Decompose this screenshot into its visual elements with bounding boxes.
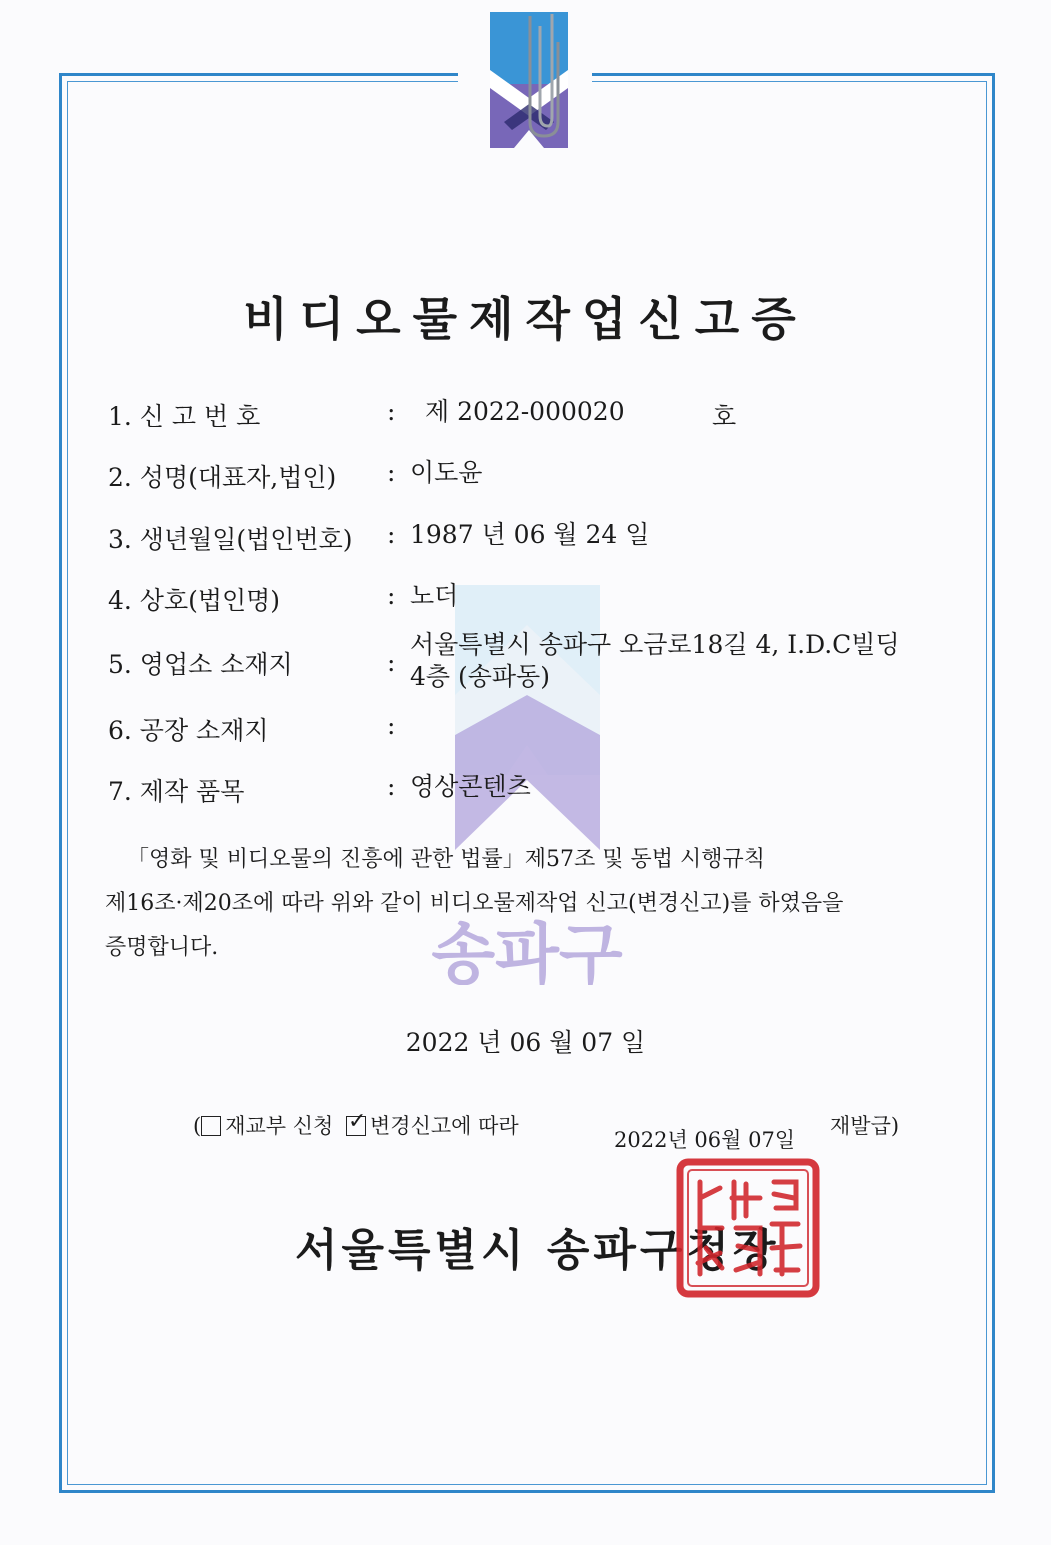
issue-date: 2022 년 06 월 07 일 (405, 1028, 646, 1057)
field-label-name: 2. 성명(대표자,법인) (108, 463, 337, 492)
field-value-name: 이도윤 (410, 458, 483, 487)
change-report-option-label: 변경신고에 따라 (370, 1114, 519, 1138)
songpa-emblem-icon (490, 12, 568, 148)
field-label-business-name: 4. 상호(법인명) (108, 586, 281, 615)
checkbox-icon (346, 1109, 367, 1136)
field-value-office-address-line2: 4층 (송파동) (410, 662, 550, 691)
field-label-registration-number: 1. 신 고 번 호 (108, 402, 261, 431)
field-label-birthdate: 3. 생년월일(법인번호) (108, 525, 353, 554)
checkbox-icon (201, 1116, 221, 1136)
reissue-tail: 재발급) (830, 1114, 900, 1138)
watermark-text: 송파구 (431, 916, 623, 985)
field-colon: : (387, 458, 396, 487)
statement-line: 증명합니다. (105, 935, 219, 960)
field-value-registration-number: 제 2022-000020 (425, 397, 625, 426)
issuing-authority: 서울특별시 송파구청장 (295, 1225, 780, 1276)
field-label-product: 7. 제작 품목 (108, 777, 245, 806)
field-colon: : (387, 648, 396, 677)
field-label-factory-address: 6. 공장 소재지 (108, 716, 269, 745)
field-colon: : (387, 520, 396, 549)
field-value-office-address-line1: 서울특별시 송파구 오금로18길 4, I.D.C빌딩 (410, 630, 900, 659)
statement-line: 「영화 및 비디오물의 진흥에 관한 법률」제57조 및 동법 시행규칙 (127, 847, 765, 872)
field-colon: : (387, 581, 396, 610)
official-seal-icon (676, 1158, 820, 1298)
field-colon: : (387, 397, 396, 426)
field-colon: : (387, 772, 396, 801)
statement-line: 제16조·제20조에 따라 위와 같이 비디오물제작업 신고(변경신고)를 하였음을 (105, 891, 844, 916)
open-paren: ( (193, 1114, 202, 1138)
check-icon: ✓ (348, 1109, 367, 1134)
field-suffix-ho: 호 (712, 402, 737, 431)
reissue-options (193, 1110, 519, 1140)
certification-statement (105, 838, 965, 970)
field-value-product: 영상콘텐츠 (410, 772, 531, 801)
reissue-date: 2022년 06월 07일 (614, 1128, 796, 1152)
reissue-option-label: 재교부 신청 (225, 1114, 334, 1138)
field-colon: : (387, 711, 396, 740)
field-value-birthdate: 1987 년 06 월 24 일 (410, 520, 650, 549)
field-label-office-address: 5. 영업소 소재지 (108, 650, 293, 679)
document-title: 비디오물제작업신고증 (243, 292, 808, 346)
field-value-business-name: 노더 (410, 581, 459, 610)
